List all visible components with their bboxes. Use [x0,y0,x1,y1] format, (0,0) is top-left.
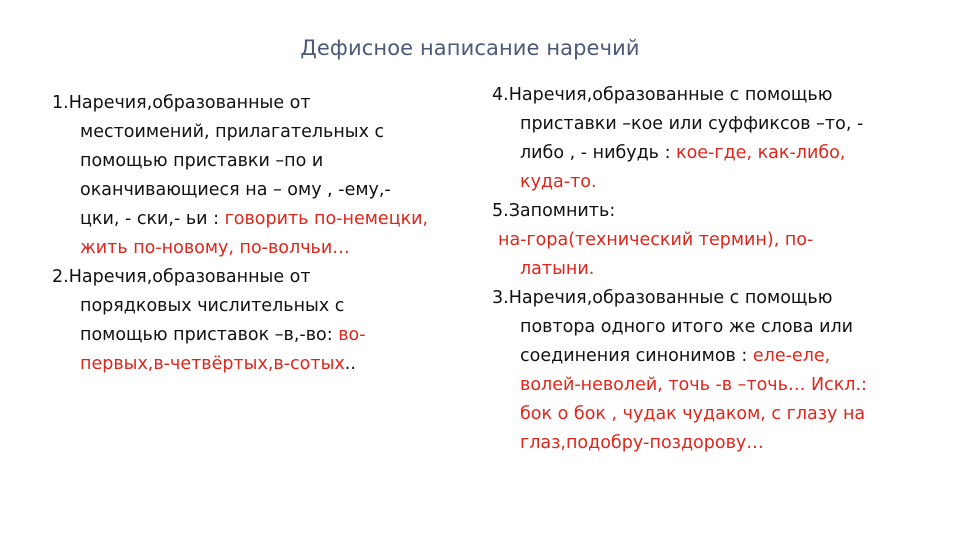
rule-1-line-2: местоимений, прилагательных с [80,122,385,142]
rule-4-example-1: кое-где, как-либо, [676,143,846,163]
rule-1-example-2: жить по-новому, по-волчьи… [80,238,350,258]
rule-1-line-5 [52,205,472,234]
rule-item-2 [52,263,472,379]
rule-4-line-2: приставки –кое или суффиксов –то, - [520,114,864,134]
rule-3-line-3 [492,342,912,371]
right-column [492,81,912,458]
rule-3-example-2: волей-неволей, точь -в –точь… Искл.: [520,375,867,395]
rule-2-line-3 [52,321,472,350]
rule-2-example-1: во- [338,325,366,345]
rule-2-line-2: порядковых числительных с [80,296,345,316]
rule-5-line-2 [492,226,912,255]
rule-2-line-4 [52,350,472,379]
rule-1-line-5-text: цки, - ски,- ьи : [80,209,225,229]
rule-1-example-1: говорить по-немецки, [224,209,429,229]
rule-3-line-3-text: соединения синонимов : [520,346,753,366]
left-column [52,89,472,379]
rule-2-line-3-text: помощью приставок –в,-во: [80,325,339,345]
rule-3-example-1: еле-еле, [752,346,831,366]
rule-4-line-3 [492,139,912,168]
rule-5-example-2: латыни. [520,259,595,279]
rule-item-1 [52,89,472,263]
rule-4-example-2: куда-то. [520,172,597,192]
rule-1-line-1: 1.Наречия,образованные от [52,93,311,113]
rule-2-line-1: 2.Наречия,образованные от [52,267,311,287]
rule-1-line-3: помощью приставки –по и [80,151,324,171]
rule-4-line-3-text: либо , - нибудь : [520,143,677,163]
slide-title: Дефисное написание наречий [300,36,640,60]
rule-4-line-1: 4.Наречия,образованные с помощью [492,85,833,105]
rule-5-line-1: 5.Запомнить: [492,201,616,221]
rule-1-line-4: оканчивающиеся на – ому , -ему,- [80,180,391,200]
rule-3-line-1: 3.Наречия,образованные с помощью [492,288,833,308]
rule-3-example-3: бок о бок , чудак чудаком, с глазу на [520,404,866,424]
rule-item-3 [492,284,912,458]
rule-2-line-4-tail: .. [344,354,356,374]
rule-3-line-2: повтора одного итого же слова или [520,317,854,337]
rule-item-4 [492,81,912,197]
rule-3-example-4: глаз,подобру-поздорову… [520,433,764,453]
rule-item-5 [492,197,912,284]
rule-5-example-1: на-гора(технический термин), по- [498,230,814,250]
rule-2-example-2: первых,в-четвёртых,в-сотых [80,354,345,374]
